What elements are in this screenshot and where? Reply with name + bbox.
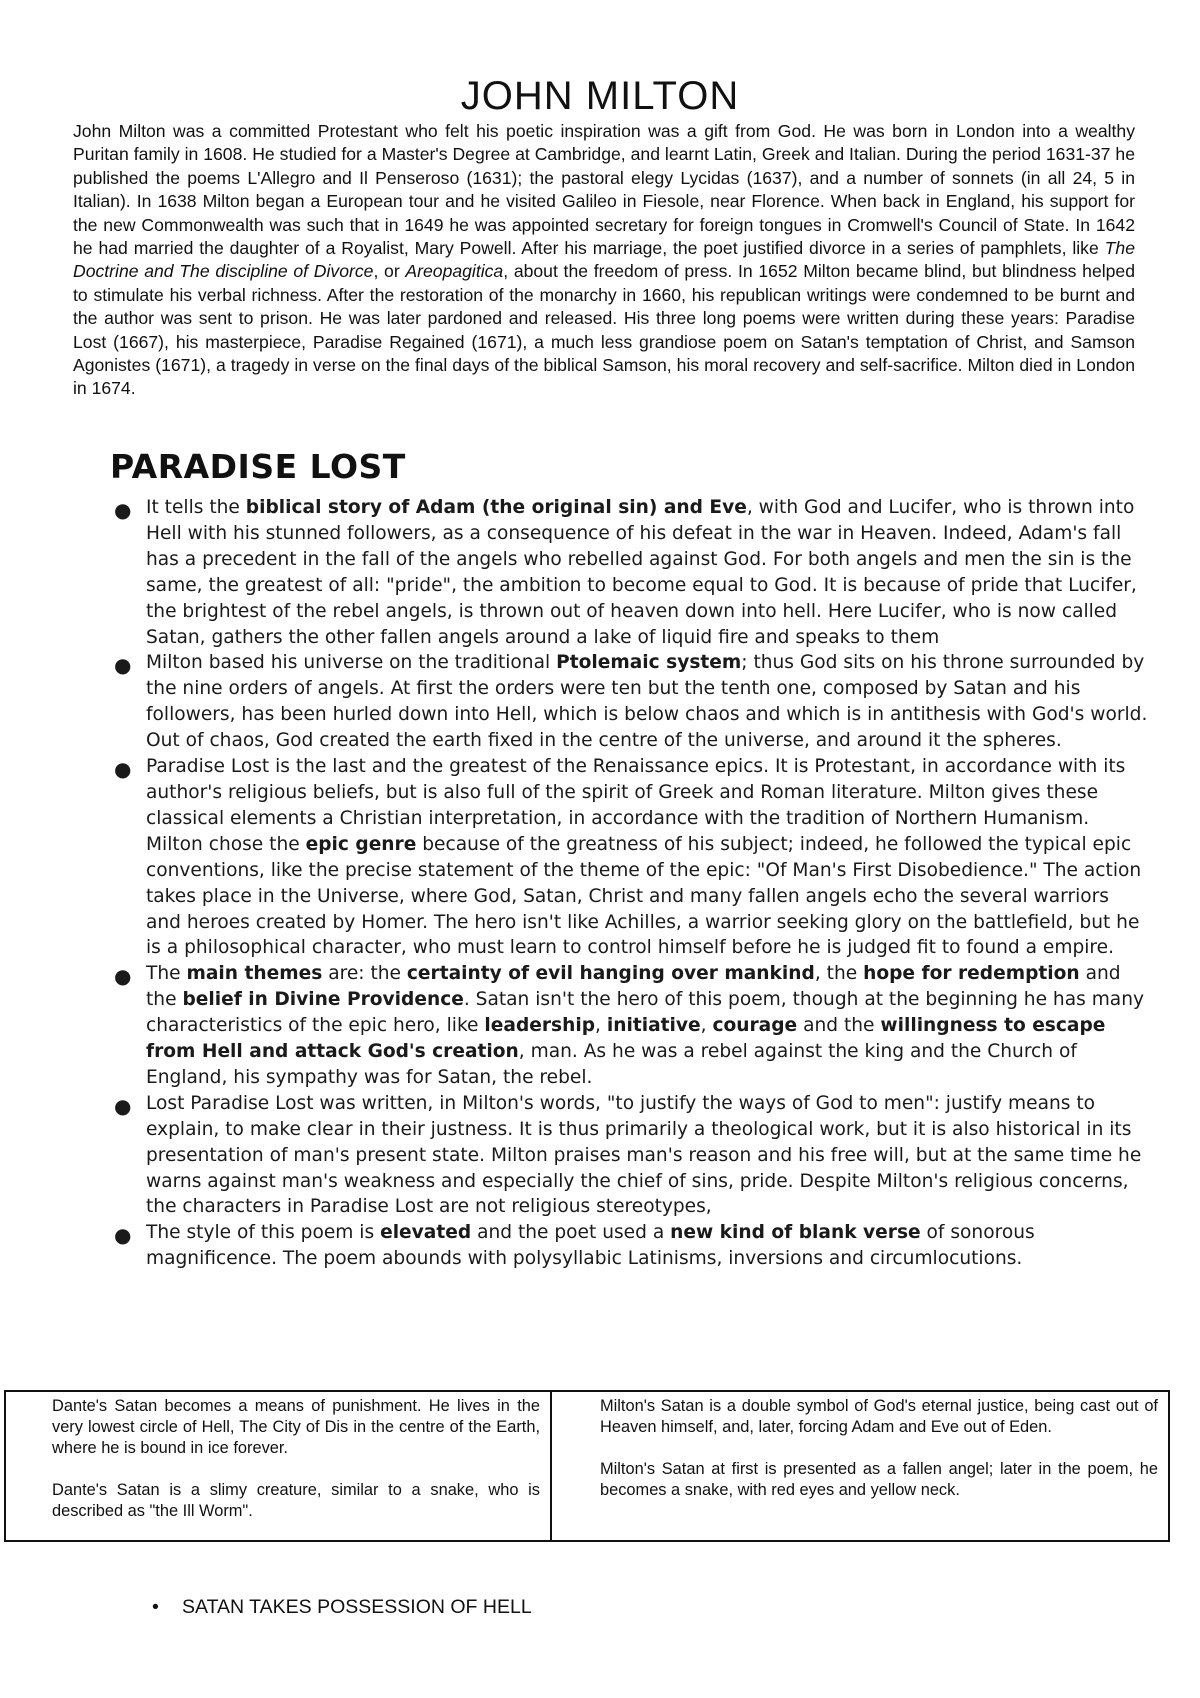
emphasis: certainty of evil hanging over mankind [406,963,815,985]
section-heading: PARADISE LOST [110,447,406,486]
emphasis: hope for redemption [863,963,1080,985]
bullet-icon: ● [114,1223,132,1248]
emphasis: willingness to escape from Hell and attack God's creation [146,1015,1106,1063]
milton-paragraph-2: Milton's Satan at first is presented as a fallen angel; later in the poem, he becomes a snake, with red eyes and yellow neck. [600,1460,1158,1499]
bio-italic-title-2: Areopagitica [405,261,504,282]
list-item: ● The main themes are: the certainty of evil hanging over mankind, the hope for redemption and the belief in Divine Providence. Satan isn't the hero of this poem, though at the beginning he has many characteristics of the epic hero, like leadership, initiative, courage and the willingness to escape from Hell and attack God's creation, man. As he was a rebel against the king and the Church of England, his sympathy was for Satan, the rebel. [114,963,1144,1088]
bio-italic-title-1: The Doctrine and The discipline of Divorce [73,238,1135,282]
bullet-icon: • [152,1596,159,1618]
emphasis: new kind of blank verse [670,1222,921,1244]
list-item: ● Paradise Lost is the last and the greatest of the Renaissance epics. It is Protestant, in accordance with its author's religious beliefs, but is also full of the spirit of Greek and Roman literature. Milton gives these classical elements a Christian interpretation, in accordance with the tradition of Northern Humanism. Milton chose the epic genre because of the greatness of his subject; indeed, he followed the typical epic conventions, like the precise statement of the theme of the epic: "Of Man's First Disobedience." The action takes place in the Universe, where God, Satan, Christ and many fallen angels echo the several warriors and heroes created by Homer. The hero isn't like Achilles, a warrior seeking glory on the battlefield, but he is a philosophical character, who must learn to control himself before he is judged fit to found a empire. [114,756,1142,959]
emphasis: courage [712,1015,798,1037]
dante-paragraph-1: Dante's Satan becomes a means of punishment. He lives in the very lowest circle of Hell, The City of Dis in the centre of the Earth, where he is bound in ice forever. [52,1397,540,1457]
list-item: ● The style of this poem is elevated and the poet used a new kind of blank verse of sonorous magnificence. The poem abounds with polysyllabic Latinisms, inversions and circumlocutions. [114,1222,1035,1270]
milton-column [552,1392,1168,1540]
comparison-table [4,1390,1170,1542]
page-title: JOHN MILTON [460,74,740,118]
emphasis: elevated [380,1222,472,1244]
list-item: ● Milton based his universe on the traditional Ptolemaic system; thus God sits on his throne surrounded by the nine orders of angels. At first the orders were ten but the tenth one, composed by Satan and his followers, has been hurled down into Hell, which is below chaos and which is in antithesis with God's world. Out of chaos, God created the earth fixed in the centre of the universe, and around it the spheres. [114,652,1148,752]
biography-paragraph [73,120,1135,401]
bullet-icon: ● [114,757,132,782]
next-section-item [152,1594,532,1620]
bio-text-3: , about the freedom of press. In 1652 Milton became blind, but blindness helped to stimulate his verbal richness. After the restoration of the monarchy in 1660, his republican writings were condemned to be burnt and the author was sent to prison. He was later pardoned and released. His three long poems were written during these years: Paradise Lost (1667), his masterpiece, Paradise Regained (1671), a much less grandiose poem on Satan's temptation of Christ, and Samson Agonistes (1671), a tragedy in verse on the final days of the biblical Samson, his moral recovery and self-sacrifice. Milton died in London in 1674. [73,261,1135,399]
bio-text-1: John Milton was a committed Protestant who felt his poetic inspiration was a gift from God. He was born in London into a wealthy Puritan family in 1608. He studied for a Master's Degree at Cambridge, and learnt Latin, Greek and Italian. During the period 1631-37 he published the poems L'Allegro and Il Penseroso (1631); the pastoral elegy Lycidas (1637), and a number of sonnets (in all 24, 5 in Italian). In 1638 Milton began a European tour and he visited Galileo in Fiesole, near Florence. When back in England, his support for the new Commonwealth was such that in 1649 he was appointed secretary for foreign tongues in Cromwell's Council of State. In 1642 he had married the daughter of a Royalist, Mary Powell. After his marriage, the poet justified divorce in a series of pamphlets, like [73,121,1135,259]
bullet-icon: ● [114,653,132,678]
bullet-list [114,495,1148,1272]
emphasis: initiative [606,1015,701,1037]
bio-text-2: , or [373,261,406,282]
emphasis: epic genre [305,833,417,855]
bullet-icon: ● [114,1093,132,1118]
bullet-icon: ● [114,498,132,522]
emphasis: belief in Divine Providence [182,989,464,1011]
emphasis: Ptolemaic system [556,652,742,674]
bullet-icon: ● [114,964,132,989]
list-item: ● It tells the biblical story of Adam (the original sin) and Eve, with God and Lucifer, who is thrown into Hell with his stunned followers, as a consequence of his defeat in the war in Heaven. Indeed, Adam's fall has a precedent in the fall of the angels who rebelled against God. For both angels and men the sin is the same, the greatest of all: "pride", the ambition to become equal to God. It is because of pride that Lucifer, the brightest of the rebel angels, is thrown out of heaven down into hell. Here Lucifer, who is now called Satan, gathers the other fallen angels around a lake of liquid fire and speaks to them [114,497,1137,648]
next-section-label: SATAN TAKES POSSESSION OF HELL [182,1596,532,1618]
emphasis: leadership [484,1015,596,1037]
dante-paragraph-2: Dante's Satan is a slimy creature, similar to a snake, who is described as "the Ill Worm". [52,1481,540,1520]
milton-paragraph-1: Milton's Satan is a double symbol of God's eternal justice, being cast out of Heaven himself, and, later, forcing Adam and Eve out of Eden. [600,1397,1158,1436]
dante-column [6,1392,552,1540]
emphasis: biblical story of Adam (the original sin) and Eve [245,497,747,518]
list-item: ● Lost Paradise Lost was written, in Milton's words, "to justify the ways of God to men": justify means to explain, to make clear in their justness. It is thus primarily a theological work, but it is also historical in its presentation of man's present state. Milton praises man's reason and his free will, but at the same time he warns against man's weakness and especially the chief of sins, pride. Despite Milton's religious concerns, the characters in Paradise Lost are not religious stereotypes, [114,1092,1142,1218]
emphasis: main themes [186,963,323,985]
